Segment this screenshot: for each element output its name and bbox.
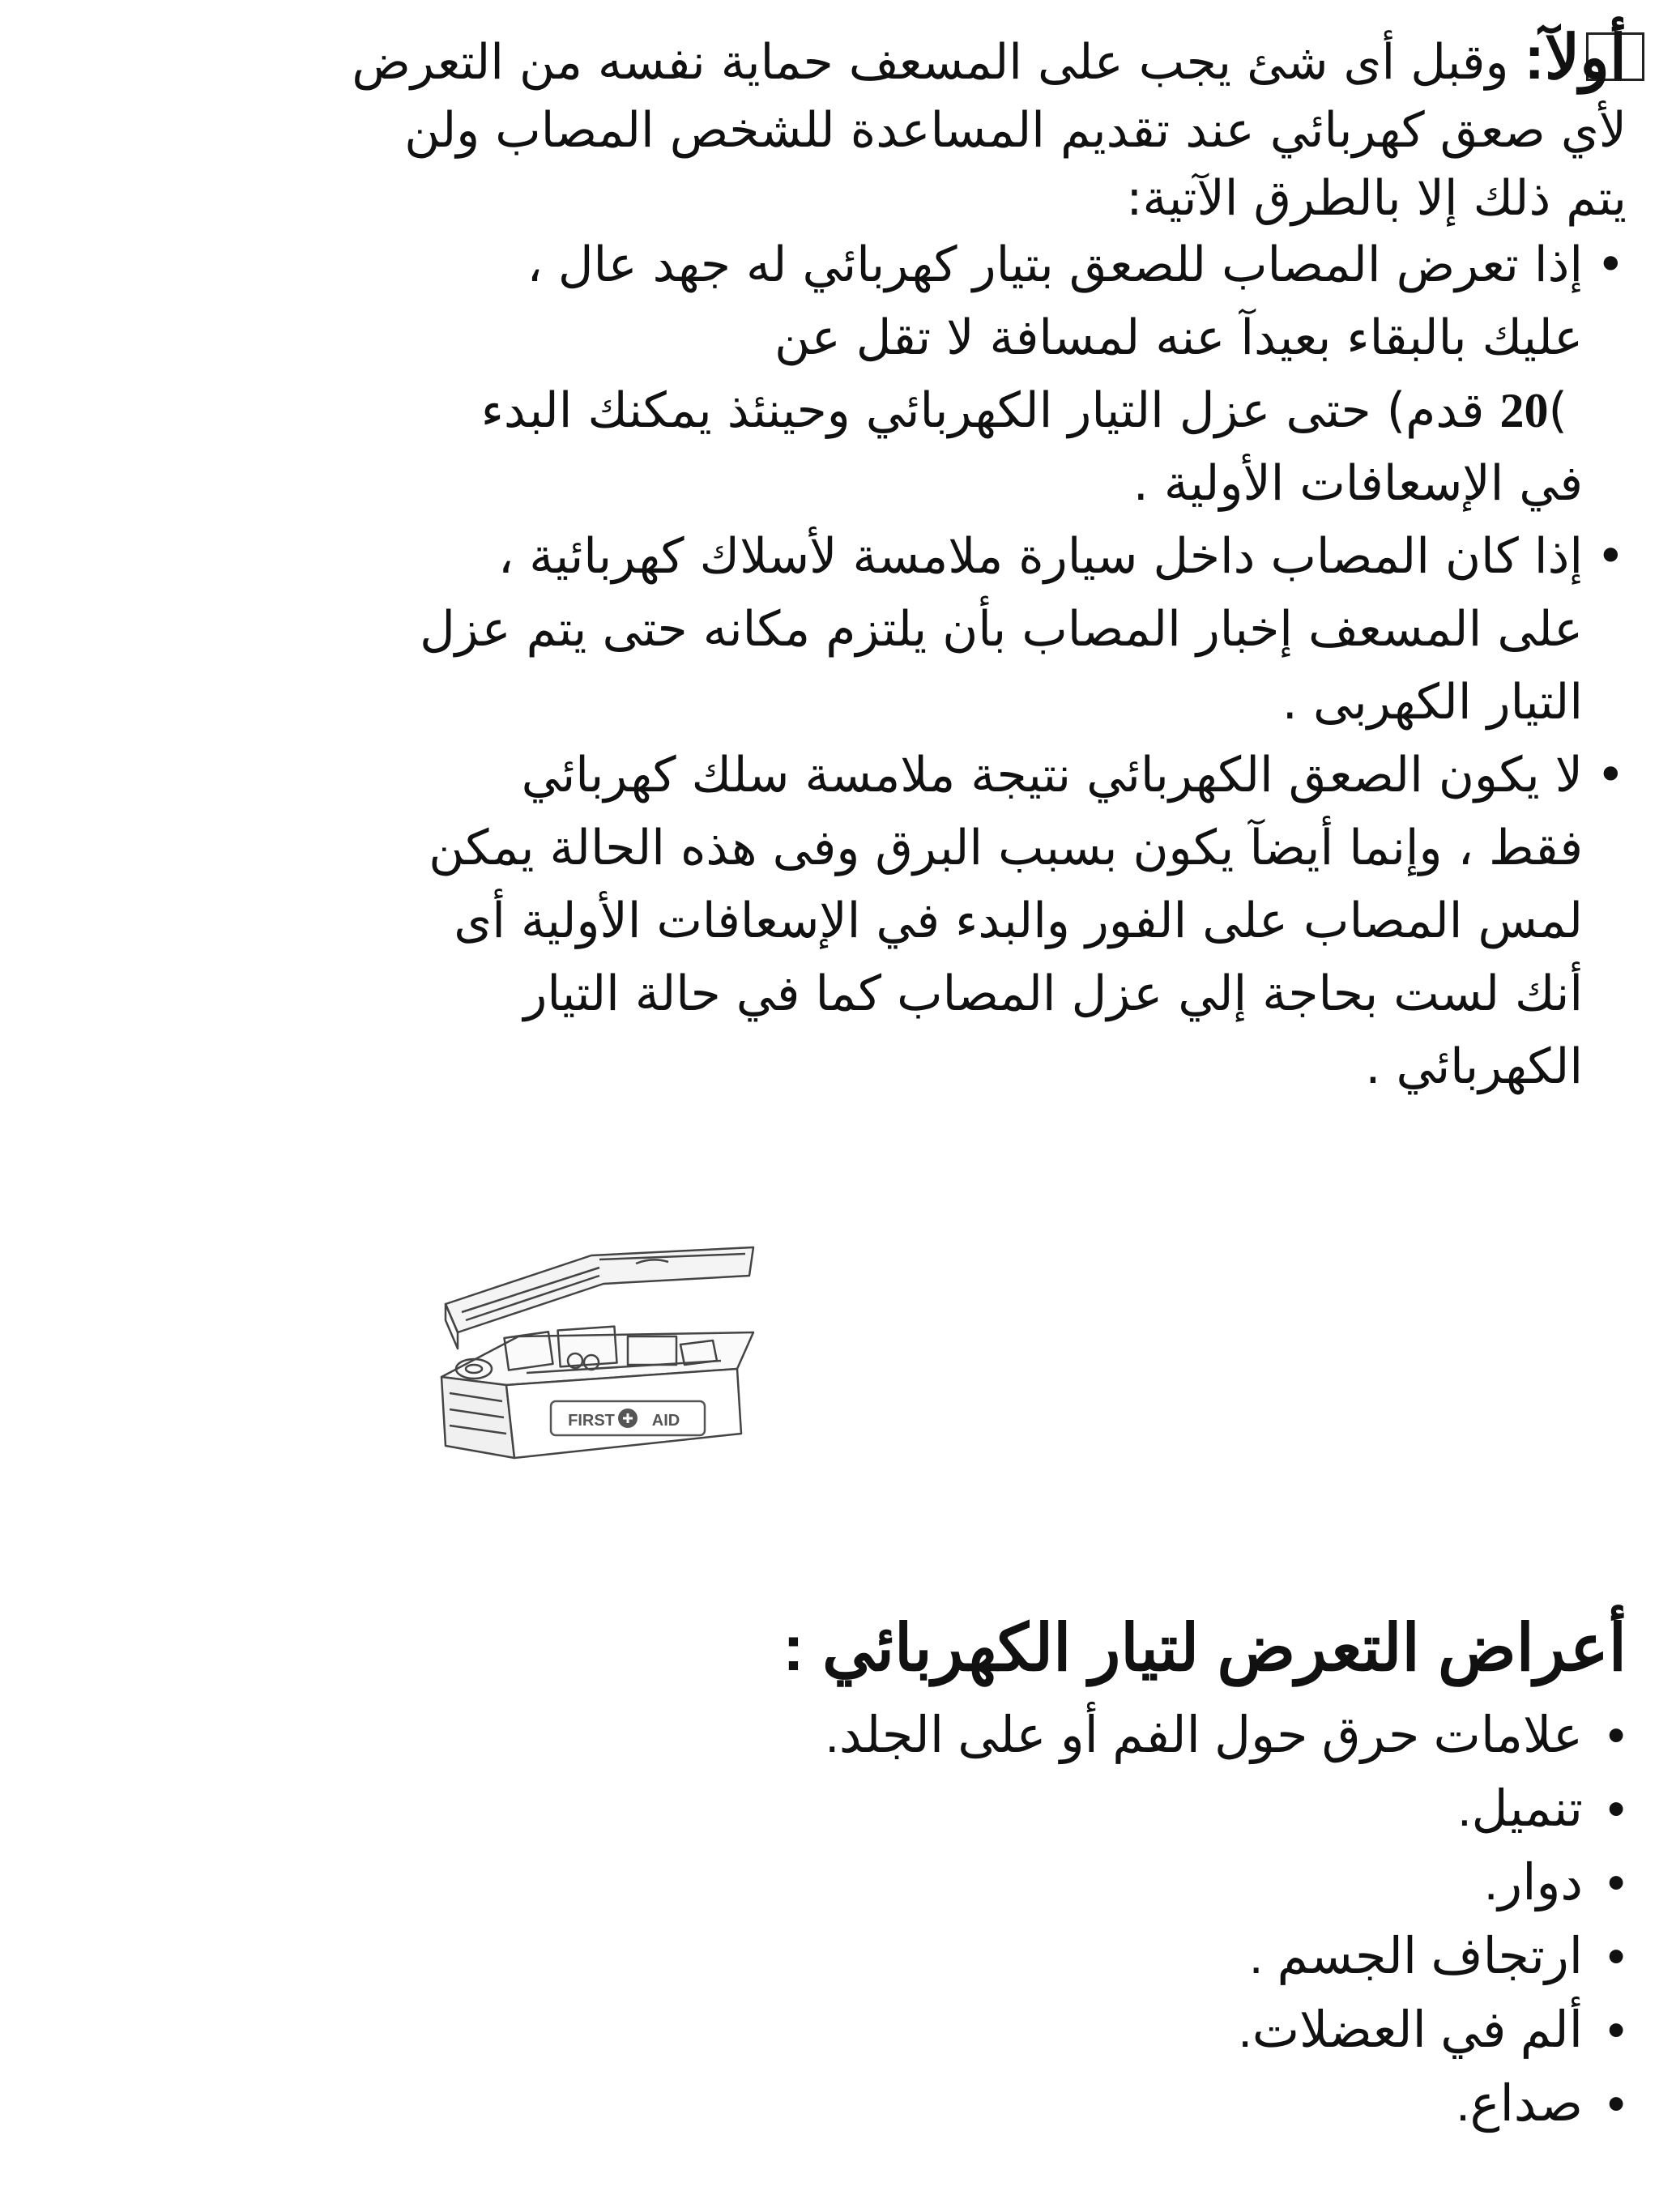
- list-item: • تنميل.: [15, 1772, 1627, 1846]
- intro-line-1: [15, 24, 1627, 96]
- list-item-line: في الإسعافات الأولية .: [1132, 455, 1583, 512]
- list-item-line: على المسعف إخبار المصاب بأن يلتزم مكانه حتى يتم عزل: [420, 601, 1583, 658]
- list-item-text: قدم) حتى عزل التيار الكهربائي وحينئذ يمكنك البدء: [480, 382, 1500, 439]
- list-item-line: لمس المصاب على الفور والبدء في الإسعافات الأولية أى: [454, 893, 1583, 949]
- intro-line-2: لأي صعق كهربائي عند تقديم المساعدة للشخص المصاب ولن: [404, 102, 1627, 159]
- list-item: • صداع.: [15, 2067, 1627, 2141]
- list-item-line: • إذا كان المصاب داخل سيارة ملامسة لأسلاك كهربائية ،: [497, 528, 1583, 585]
- intro-lead: أولآ:: [1524, 23, 1627, 92]
- precautions-list: [15, 228, 1627, 1103]
- list-item: [15, 520, 1627, 739]
- symptoms-heading: أعراض التعرض لتيار الكهربائي :: [783, 1612, 1627, 1684]
- list-item-line: فقط ، وإنما أيضآ يكون بسبب البرق وفى هذه الحالة يمكن: [429, 820, 1583, 876]
- list-item: • ألم في العضلات.: [15, 1993, 1627, 2067]
- list-item-line: التيار الكهربى .: [1282, 674, 1583, 731]
- list-item: [15, 739, 1627, 1103]
- intro-paragraph: [15, 24, 1627, 232]
- intro-line-3: يتم ذلك إلا بالطرق الآتية:: [1126, 170, 1627, 227]
- list-item: [15, 228, 1627, 520]
- first-aid-kit-icon: [429, 1239, 770, 1474]
- list-item-line: ( 20 قدم) حتى عزل التيار الكهربائي وحينئذ يمكنك البدء: [480, 382, 1583, 439]
- intro-line-1-text: وقبل أى شئ يجب على المسعف حماية نفسه من التعرض: [352, 34, 1525, 91]
- list-item: • دوار.: [15, 1846, 1627, 1920]
- list-item: • ارتجاف الجسم .: [15, 1920, 1627, 1993]
- symptoms-section: [15, 1608, 1627, 2141]
- list-item-line: • إذا تعرض المصاب للصعق بتيار كهربائي له جهد عال ،: [527, 237, 1583, 293]
- list-item-line: • لا يكون الصعق الكهربائي نتيجة ملامسة سلك كهربائي: [521, 747, 1583, 803]
- list-item-line: الكهربائي .: [1365, 1038, 1583, 1095]
- kit-label-first: FIRST: [568, 1412, 615, 1430]
- kit-label-aid: AID: [651, 1412, 680, 1430]
- list-item-line: عليك بالبقاء بعيدآ عنه لمسافة لا تقل عن: [774, 309, 1583, 366]
- list-item: • علامات حرق حول الفم أو على الجلد.: [15, 1698, 1627, 1772]
- list-item-line: أنك لست بحاجة إلي عزل المصاب كما في حالة التيار: [523, 965, 1583, 1022]
- distance-number: 20: [1499, 384, 1549, 437]
